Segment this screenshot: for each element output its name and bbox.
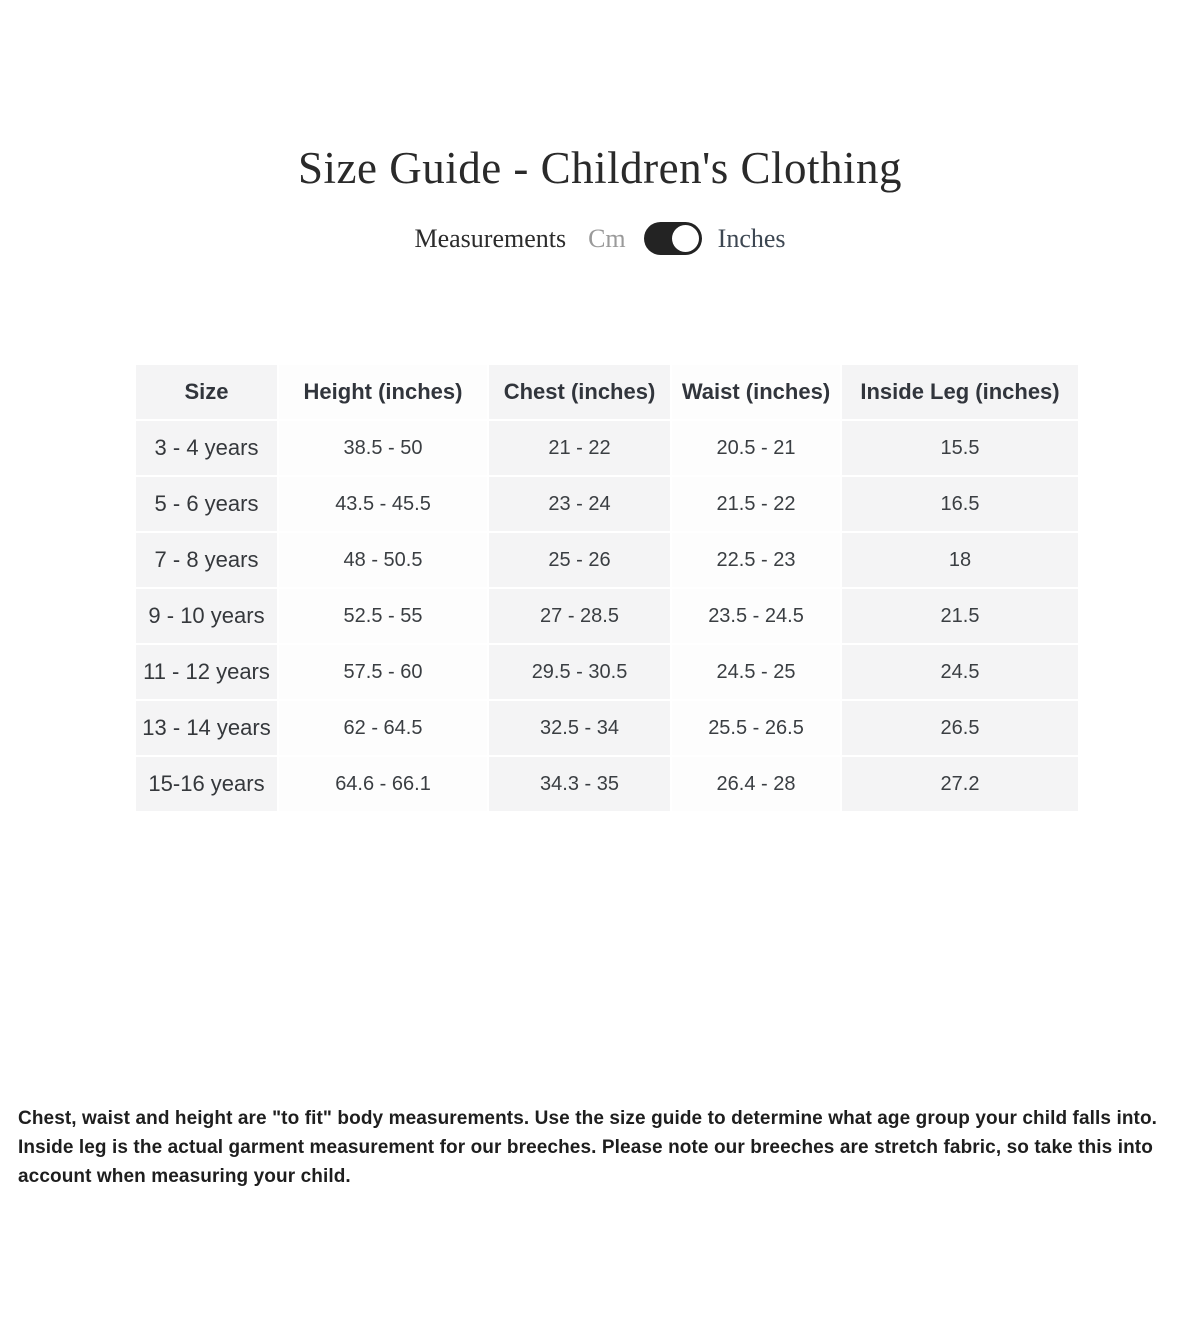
measurement-cell: 21.5 bbox=[842, 589, 1078, 643]
measurement-cell: 48 - 50.5 bbox=[279, 533, 487, 587]
measurement-cell: 27.2 bbox=[842, 757, 1078, 811]
table-row bbox=[136, 645, 1078, 699]
measurement-cell: 21 - 22 bbox=[489, 421, 670, 475]
measurement-cell: 24.5 bbox=[842, 645, 1078, 699]
measurement-cell: 23 - 24 bbox=[489, 477, 670, 531]
measurement-cell: 62 - 64.5 bbox=[279, 701, 487, 755]
size-cell: 15-16 years bbox=[136, 757, 277, 811]
column-header: Chest (inches) bbox=[489, 365, 670, 419]
table-header bbox=[136, 365, 1078, 419]
measurement-cell: 22.5 - 23 bbox=[672, 533, 840, 587]
measurement-cell: 25.5 - 26.5 bbox=[672, 701, 840, 755]
measurement-cell: 18 bbox=[842, 533, 1078, 587]
footnote-text: Chest, waist and height are "to fit" body measurements. Use the size guide to determine what age group your child falls into. Inside leg is the actual garment measurement for our breeches. Please note our breeches are stretch fabric, so take this into account when measuring your child. bbox=[18, 1108, 1158, 1187]
measurement-cell: 29.5 - 30.5 bbox=[489, 645, 670, 699]
unit-option-inches[interactable]: Inches bbox=[717, 223, 786, 253]
table-row bbox=[136, 757, 1078, 811]
table-row bbox=[136, 533, 1078, 587]
size-guide-table bbox=[134, 363, 1080, 813]
unit-toggle-switch[interactable] bbox=[644, 222, 702, 255]
column-header: Size bbox=[136, 365, 277, 419]
unit-toggle-row bbox=[0, 222, 1200, 255]
page-title: Size Guide - Children's Clothing bbox=[297, 143, 903, 193]
table-row bbox=[136, 477, 1078, 531]
measurement-cell: 16.5 bbox=[842, 477, 1078, 531]
table-row bbox=[136, 421, 1078, 475]
measurement-cell: 20.5 - 21 bbox=[672, 421, 840, 475]
size-cell: 7 - 8 years bbox=[136, 533, 277, 587]
unit-option-cm[interactable]: Cm bbox=[588, 223, 626, 253]
table-body bbox=[136, 421, 1078, 811]
measurement-cell: 57.5 - 60 bbox=[279, 645, 487, 699]
measurement-cell: 43.5 - 45.5 bbox=[279, 477, 487, 531]
measurement-cell: 64.6 - 66.1 bbox=[279, 757, 487, 811]
size-cell: 3 - 4 years bbox=[136, 421, 277, 475]
column-header: Waist (inches) bbox=[672, 365, 840, 419]
measurement-cell: 25 - 26 bbox=[489, 533, 670, 587]
size-cell: 13 - 14 years bbox=[136, 701, 277, 755]
measurement-cell: 24.5 - 25 bbox=[672, 645, 840, 699]
size-cell: 9 - 10 years bbox=[136, 589, 277, 643]
toggle-knob-icon bbox=[672, 225, 699, 252]
measurement-cell: 38.5 - 50 bbox=[279, 421, 487, 475]
measurements-label: Measurements bbox=[414, 223, 567, 253]
measurement-cell: 34.3 - 35 bbox=[489, 757, 670, 811]
measurement-cell: 27 - 28.5 bbox=[489, 589, 670, 643]
size-cell: 5 - 6 years bbox=[136, 477, 277, 531]
measurement-cell: 15.5 bbox=[842, 421, 1078, 475]
measurement-cell: 26.5 bbox=[842, 701, 1078, 755]
column-header: Height (inches) bbox=[279, 365, 487, 419]
table-header-row bbox=[136, 365, 1078, 419]
column-header: Inside Leg (inches) bbox=[842, 365, 1078, 419]
table-row bbox=[136, 589, 1078, 643]
measurement-cell: 23.5 - 24.5 bbox=[672, 589, 840, 643]
table-row bbox=[136, 701, 1078, 755]
measurement-cell: 52.5 - 55 bbox=[279, 589, 487, 643]
measurement-cell: 32.5 - 34 bbox=[489, 701, 670, 755]
measurement-cell: 26.4 - 28 bbox=[672, 757, 840, 811]
size-cell: 11 - 12 years bbox=[136, 645, 277, 699]
measurement-cell: 21.5 - 22 bbox=[672, 477, 840, 531]
